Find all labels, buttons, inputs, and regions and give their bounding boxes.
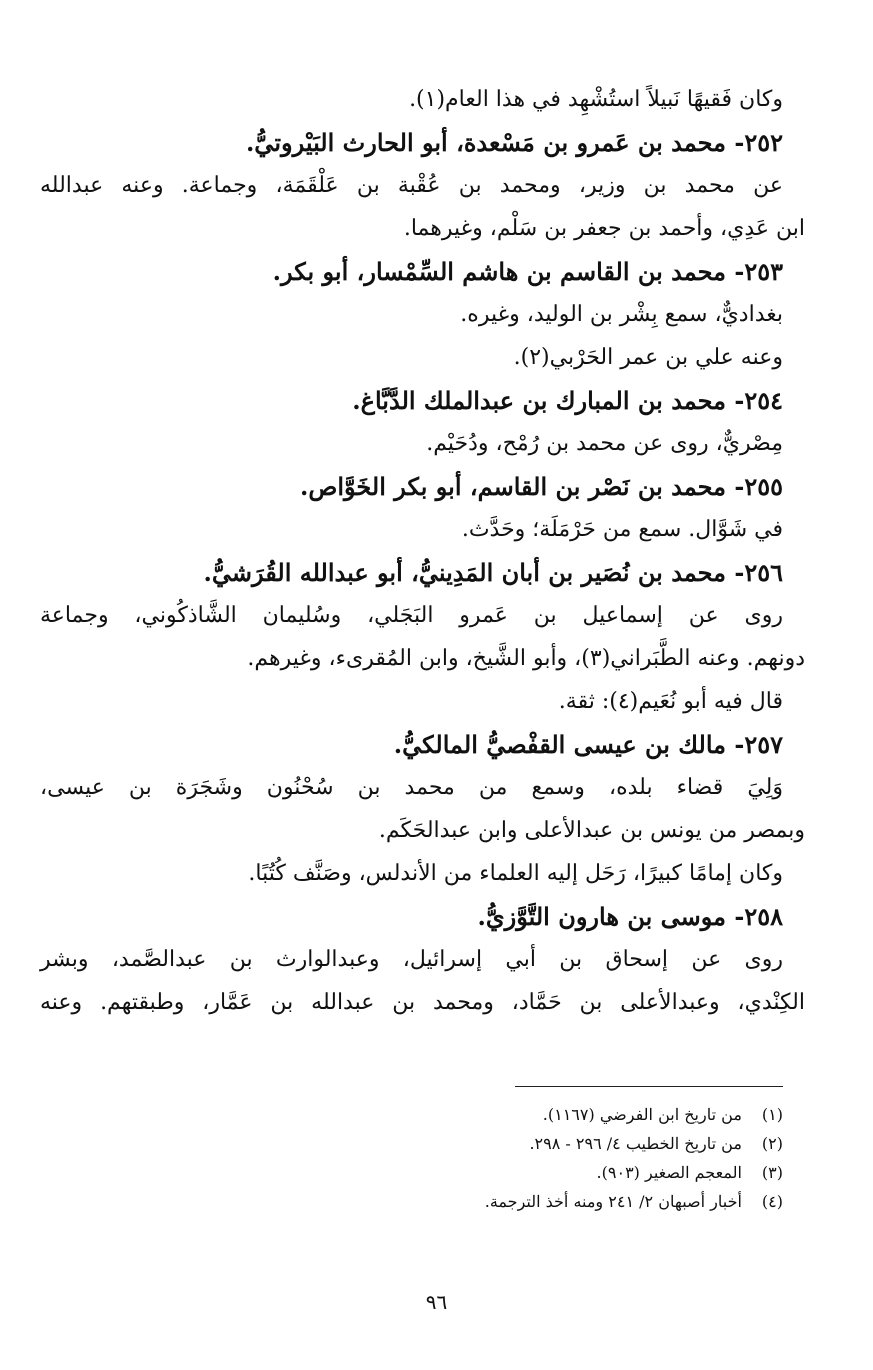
line-11: في شَوَّال. سمع من حَرْمَلَة؛ وحَدَّث. (461, 517, 783, 542)
line-15: قال فيه أبو نُعَيم(٤): ثقة. (558, 689, 783, 714)
body-text (40, 78, 805, 1024)
footnote-1 (100, 1100, 783, 1129)
footnote-text: من تاريخ ابن الفرضي (١١٦٧). (542, 1105, 742, 1124)
line-19: وكان إمامًا كبيرًا، رَحَل إليه العلماء من الأندلس، وصَنَّف كُتُبًا. (248, 861, 783, 886)
entry-heading-252: ٢٥٢- محمد بن عَمرو بن مَسْعدة، أبو الحارث البَيْروتيُّ. (245, 128, 783, 157)
line-3: عن محمد بن وزير، ومحمد بن عُقْبة بن عَلْقَمَة، وجماعة. وعنه عبدالله (40, 173, 783, 198)
entry-heading-258: ٢٥٨- موسى بن هارون التَّوَّزيُّ. (477, 902, 783, 931)
footnotes (100, 1100, 783, 1216)
footnote-number: (٣) (761, 1163, 783, 1182)
line-4: ابن عَدِي، وأحمد بن جعفر بن سَلْم، وغيرهما. (403, 216, 805, 241)
line-22: الكِنْدي، وعبدالأعلى بن حَمَّاد، ومحمد بن عبدالله بن عَمَّار، وطبقتهم. وعنه (40, 990, 805, 1015)
footnote-number: (٤) (761, 1192, 783, 1211)
entry-heading-255: ٢٥٥- محمد بن نَصْر بن القاسم، أبو بكر الخَوَّاص. (299, 472, 783, 501)
footnote-4 (100, 1187, 783, 1216)
footnote-2 (100, 1129, 783, 1158)
footnote-text: المعجم الصغير (٩٠٣). (596, 1163, 742, 1182)
page-number: ٩٦ (425, 1290, 448, 1314)
entry-heading-253: ٢٥٣- محمد بن القاسم بن هاشم السِّمْسار، أبو بكر. (272, 257, 783, 286)
line-21: روى عن إسحاق بن أبي إسرائيل، وعبدالوارث بن عبدالصَّمد، وبشر (40, 947, 783, 972)
line-6: بغداديٌّ، سمع بِشْر بن الوليد، وغيره. (460, 302, 783, 327)
line-13: روى عن إسماعيل بن عَمرو البَجَلي، وسُليمان الشَّاذكُوني، وجماعة (40, 603, 783, 628)
footnote-number: (١) (761, 1105, 783, 1124)
line-1: وكان فَقيهًا نَبيلاً استُشْهِد في هذا العام(١). (409, 87, 783, 112)
footnote-divider (515, 1086, 783, 1087)
entry-heading-256: ٢٥٦- محمد بن نُصَير بن أبان المَدِينيُّ، أبو عبدالله القُرَشيُّ. (203, 558, 783, 587)
line-18: وبمصر من يونس بن عبدالأعلى وابن عبدالحَكَم. (378, 818, 805, 843)
entry-heading-254: ٢٥٤- محمد بن المبارك بن عبدالملك الدَّبَّاغ. (352, 386, 783, 415)
footnote-3 (100, 1158, 783, 1187)
line-17: وَلِيَ قضاء بلده، وسمع من محمد بن سُحْنُون وشَجَرَة بن عيسى، (40, 775, 783, 800)
entry-heading-257: ٢٥٧- مالك بن عيسى القفْصيُّ المالكيُّ. (393, 730, 783, 759)
footnote-number: (٢) (761, 1134, 783, 1153)
line-14: دونهم. وعنه الطَّبَراني(٣)، وأبو الشَّيخ، وابن المُقرىء، وغيرهم. (247, 646, 805, 671)
footnote-text: من تاريخ الخطيب ٤/ ٢٩٦ - ٢٩٨. (529, 1134, 742, 1153)
line-9: مِصْريٌّ، روى عن محمد بن رُمْح، ودُحَيْم. (426, 431, 783, 456)
footnote-text: أخبار أصبهان ٢/ ٢٤١ ومنه أخذ الترجمة. (484, 1192, 742, 1211)
line-7: وعنه علي بن عمر الحَرْبي(٢). (513, 345, 783, 370)
